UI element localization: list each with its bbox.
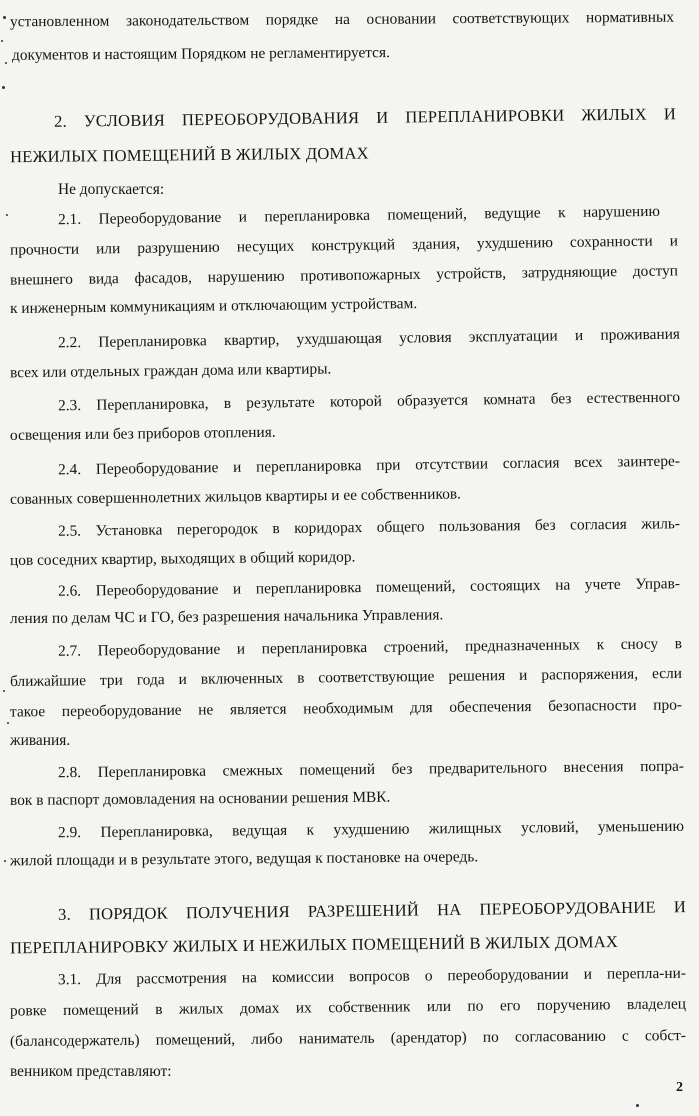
p2-1-line-4: к инженерным коммуникациям и отключающим устройствам.: [9, 295, 418, 318]
p2-9-line-2: жилой площади и в результате этого, ведущая к постановке на очередь.: [9, 848, 479, 870]
p2-6-line-2: ления по делам ЧС и ГО, без разрешения начальника Управления.: [9, 606, 444, 628]
p3-1-line-4: венником представляют:: [10, 1063, 172, 1080]
scan-speck: [5, 62, 7, 64]
page-number: 2: [676, 1080, 683, 1095]
section-3-heading-line-2: ПЕРЕПЛАНИРОВКУ ЖИЛЫХ И НЕЖИЛЫХ ПОМЕЩЕНИЙ В ЖИЛЫХ ДОМАХ: [9, 932, 619, 958]
p3-1-line-2: ровке помещений в жилых домах их собственник или по его поручению владелец: [9, 995, 687, 1020]
p2-7-line-3: такое переоборудование не является необходимым для обеспечения безопасности про-: [9, 696, 683, 721]
p2-3-line-1: 2.3. Перепланировка, в результате которой образуется комната без естественного: [57, 388, 681, 415]
intro-line-2: документов и настоящим Порядком не регламентируется.: [11, 44, 390, 64]
scan-speck: [6, 214, 8, 216]
p2-5-line-1: 2.5. Установка перегородок в коридорах общего пользования без согласия жиль-: [57, 515, 681, 540]
scan-speck: [3, 16, 6, 19]
intro-line-1: установленном законодательством порядке на основании соответствующих нормативных: [9, 8, 675, 31]
p2-1-line-1: 2.1. Переоборудование и перепланировка помещений, ведущие к нарушению: [57, 202, 661, 229]
scan-speck: [636, 1104, 639, 1107]
p2-8-line-2: вок в паспорт домовладения на основании решения МВК.: [9, 788, 391, 809]
p2-8-line-1: 2.8. Перепланировка смежных помещений без предварительного внесения попра-: [57, 757, 685, 782]
p2-2-line-1: 2.2. Перепланировка квартир, ухудшающая условия эксплуатации и проживания: [57, 325, 681, 352]
p2-1-line-3: внешнего вида фасадов, нарушению противопожарных устройств, затрудняющие доступ: [9, 262, 679, 289]
p2-7-line-2: ближайшие три года и включенных в соответствующие решения и распоряжения, если: [9, 664, 683, 691]
section-2-heading-line-1: 2. УСЛОВИЯ ПЕРЕОБОРУДОВАНИЯ И ПЕРЕПЛАНИРОВКИ ЖИЛЫХ И: [53, 104, 677, 131]
p2-2-line-2: всех или отдельных граждан дома или квартиры.: [9, 360, 332, 382]
p2-3-line-2: освещения или без приборов отопления.: [9, 423, 276, 444]
p3-1-line-3: (балансодержатель) помещений, либо наниматель (арендатор) по согласованию с собст-: [9, 1027, 687, 1050]
section-2-heading-line-2: НЕЖИЛЫХ ПОМЕЩЕНИЙ В ЖИЛЫХ ДОМАХ: [9, 143, 369, 167]
section-3-heading-line-1: 3. ПОРЯДОК ПОЛУЧЕНИЯ РАЗРЕШЕНИЙ НА ПЕРЕОБОРУДОВАНИЕ И: [57, 897, 687, 924]
p2-5-line-2: цов соседних квартир, выходящих в общий коридор.: [9, 548, 356, 570]
scan-speck: [7, 722, 9, 724]
scan-speck: [3, 690, 5, 692]
p2-1-line-2: прочности или разрушению несущих конструкций здания, ухудшению сохранности и: [9, 232, 679, 259]
scan-speck: [1, 40, 3, 42]
p2-7-line-4: живания.: [10, 732, 71, 749]
not-allowed-label: Не допускается:: [58, 181, 165, 198]
p2-6-line-1: 2.6. Переоборудование и перепланировка помещений, состоящих на учете Управ-: [57, 575, 681, 600]
p2-9-line-1: 2.9. Перепланировка, ведущая к ухудшению жилищных условий, уменьшению: [57, 817, 685, 842]
scan-speck: [2, 86, 5, 89]
p2-4-line-2: сованных совершеннолетних жильцов квартиры и ее собственников.: [9, 485, 462, 508]
p2-7-line-1: 2.7. Переоборудование и перепланировка строений, предназначенных к сносу в: [57, 635, 683, 660]
p2-4-line-1: 2.4. Переоборудование и перепланировка при отсутствии согласия всех заинтере-: [57, 452, 681, 479]
p3-1-line-1: 3.1. Для рассмотрения на комиссии вопросов о переоборудовании и перепла-ни-: [57, 964, 687, 989]
scan-speck: [4, 860, 6, 862]
